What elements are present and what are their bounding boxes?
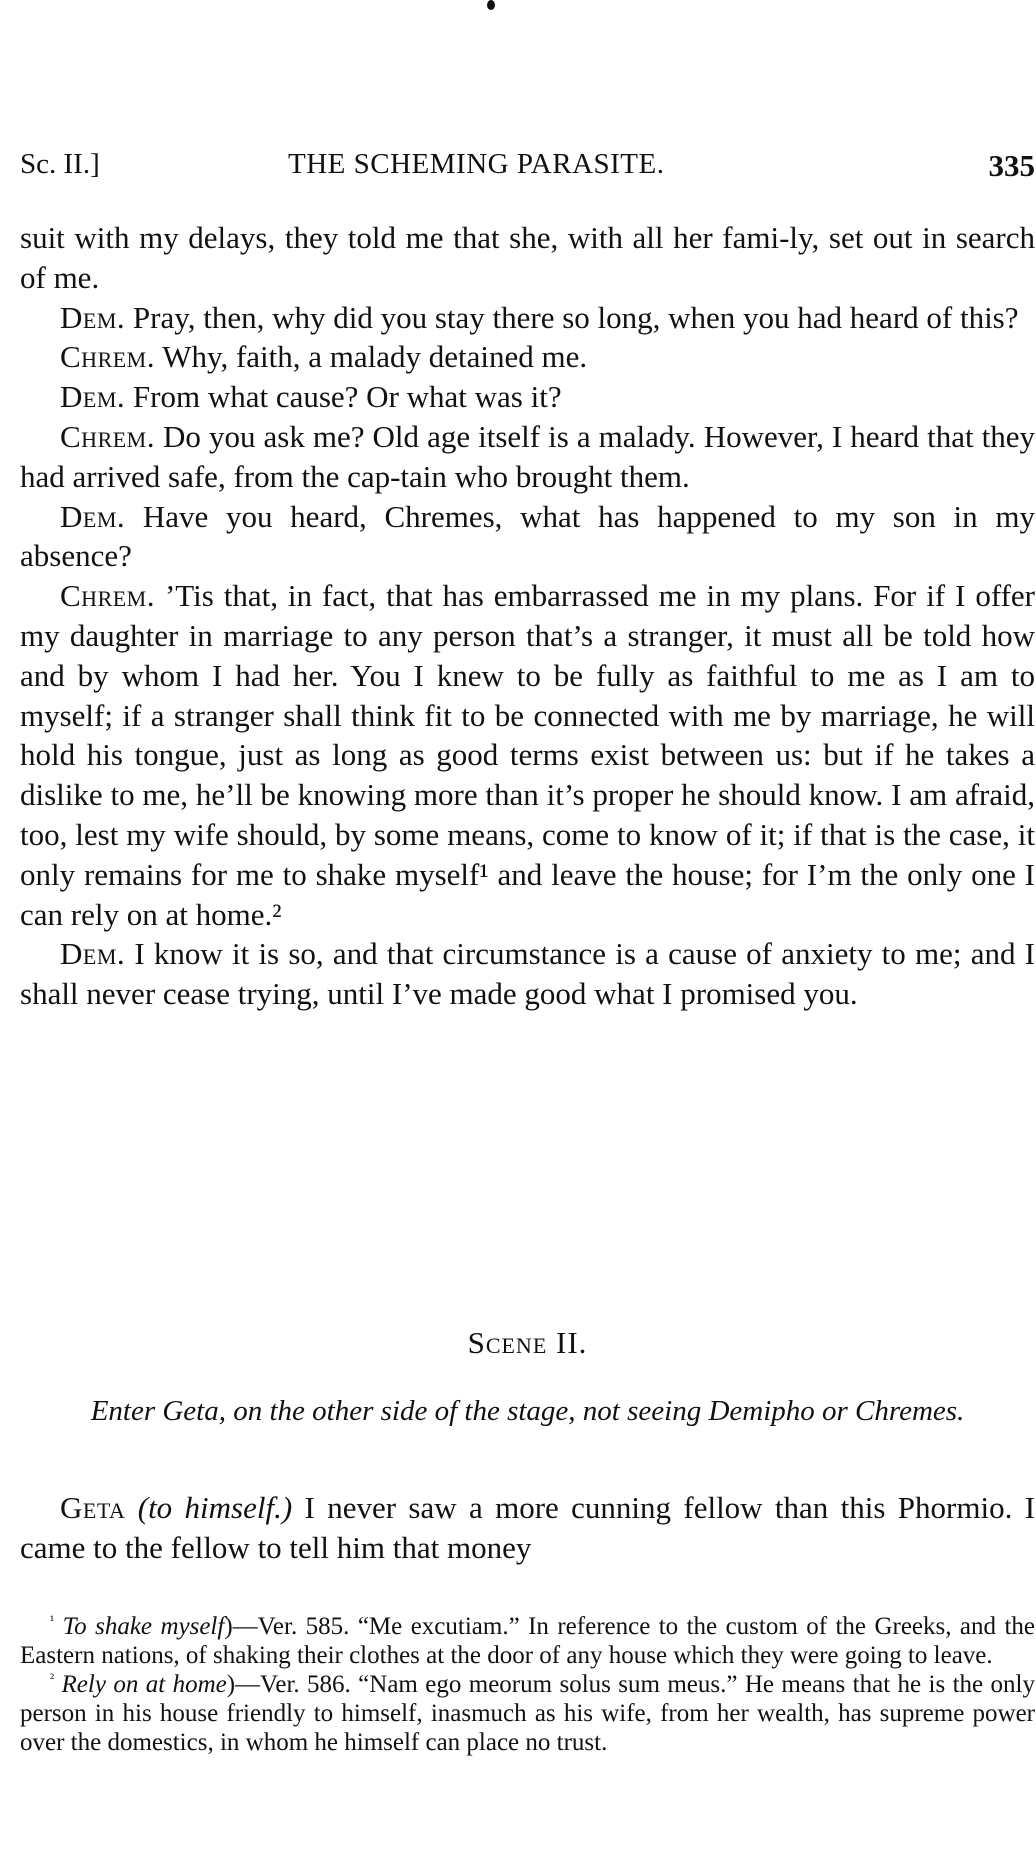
running-header xyxy=(20,148,1035,188)
paragraph xyxy=(20,298,1035,338)
speaker-name: Dem. xyxy=(60,299,126,335)
paragraph-text: ’Tis that, in fact, that has embarrassed me in my plans. For if I offer my daughter in marriage to any person that’s a stranger, it must all be told how and by whom I had her. You I knew to be fully as faithful to me as I am to myself; if a stranger shall think fit to be connected with me by marriage, he will hold his tongue, just as long as good terms exist between us: but if he takes a dislike to me, he’ll be knowing more than it’s proper he should know. I am afraid, too, lest my wife should, by some means, come to know of it; if that is the case, it only remains for me to shake myself¹ and leave the house; for I’m the only one I can rely on at home.² xyxy=(20,578,1035,932)
paragraph-text: Do you ask me? Old age itself is a malady. However, I heard that they had arrived safe, from the cap-tain who brought them. xyxy=(20,418,1035,494)
speaker-name: Chrem. xyxy=(60,578,155,614)
header-section: Sc. II.] xyxy=(20,148,100,180)
footnote-ref: To shake myself xyxy=(62,1613,225,1640)
footnotes xyxy=(20,1612,1035,1757)
paragraph xyxy=(20,337,1035,377)
speaker-name: Chrem. xyxy=(60,418,155,454)
paragraph-text: Have you heard, Chremes, what has happened to my son in my absence? xyxy=(20,498,1035,574)
paragraph-text: suit with my delays, they told me that she, with all her fami-ly, set out in search of me. xyxy=(20,220,1035,295)
paragraph xyxy=(20,497,1035,577)
footnote-mark: ¹ xyxy=(50,1612,55,1628)
ink-mark xyxy=(487,0,495,10)
speaker-name: Chrem. xyxy=(60,339,155,375)
footnote-text: )—Ver. 586. “Nam ego meorum solus sum meus.” He means that he is the only person in his house friendly to himself, inasmuch as his wife, from her wealth, has supreme power over the domestics, in whom he himself can place no trust. xyxy=(20,1671,1036,1756)
footnote-text: )—Ver. 585. “Me excutiam.” In reference to the custom of the Greeks, and the Eastern nations, of shaking their clothes at the door of any house which they were going to leave. xyxy=(20,1613,1036,1669)
footnote-mark: ² xyxy=(50,1670,55,1686)
header-title: THE SCHEMING PARASITE. xyxy=(288,148,665,180)
paragraph xyxy=(20,576,1035,934)
geta-speech xyxy=(20,1488,1035,1568)
paragraph xyxy=(20,377,1035,417)
speaker-name: Dem. xyxy=(60,379,126,415)
paragraph-text: Why, faith, a malady detained me. xyxy=(162,339,588,375)
paragraph-text: I never saw a more cunning fellow than this Phormio. I came to the fellow to tell him that money xyxy=(20,1490,1036,1565)
speaker-name: Dem. xyxy=(60,936,126,972)
paragraph-text: From what cause? Or what was it? xyxy=(132,379,562,415)
footnote-ref: Rely on at home xyxy=(61,1671,227,1698)
paragraph xyxy=(20,218,1035,298)
paragraph xyxy=(20,417,1035,497)
stage-direction: Enter Geta, on the other side of the stage, not seeing Demipho or Chremes. xyxy=(90,1395,965,1427)
footnote xyxy=(20,1612,1035,1670)
stage-aside: (to himself.) xyxy=(137,1490,293,1525)
speaker-name: Dem. xyxy=(60,498,126,534)
scene-heading: Scene II. xyxy=(467,1325,588,1360)
paragraph-text: I know it is so, and that circumstance is a cause of anxiety to me; and I shall never cease trying, until I’ve made good what I promised you. xyxy=(20,936,1036,1012)
footnote xyxy=(20,1670,1035,1757)
paragraph xyxy=(20,934,1035,1014)
page-number: 335 xyxy=(988,148,1035,183)
paragraph xyxy=(20,1488,1035,1568)
speaker-name: Geta xyxy=(60,1490,126,1525)
paragraph-text: Pray, then, why did you stay there so long, when you had heard of this? xyxy=(132,299,1019,335)
dialogue-text xyxy=(20,218,1035,1014)
